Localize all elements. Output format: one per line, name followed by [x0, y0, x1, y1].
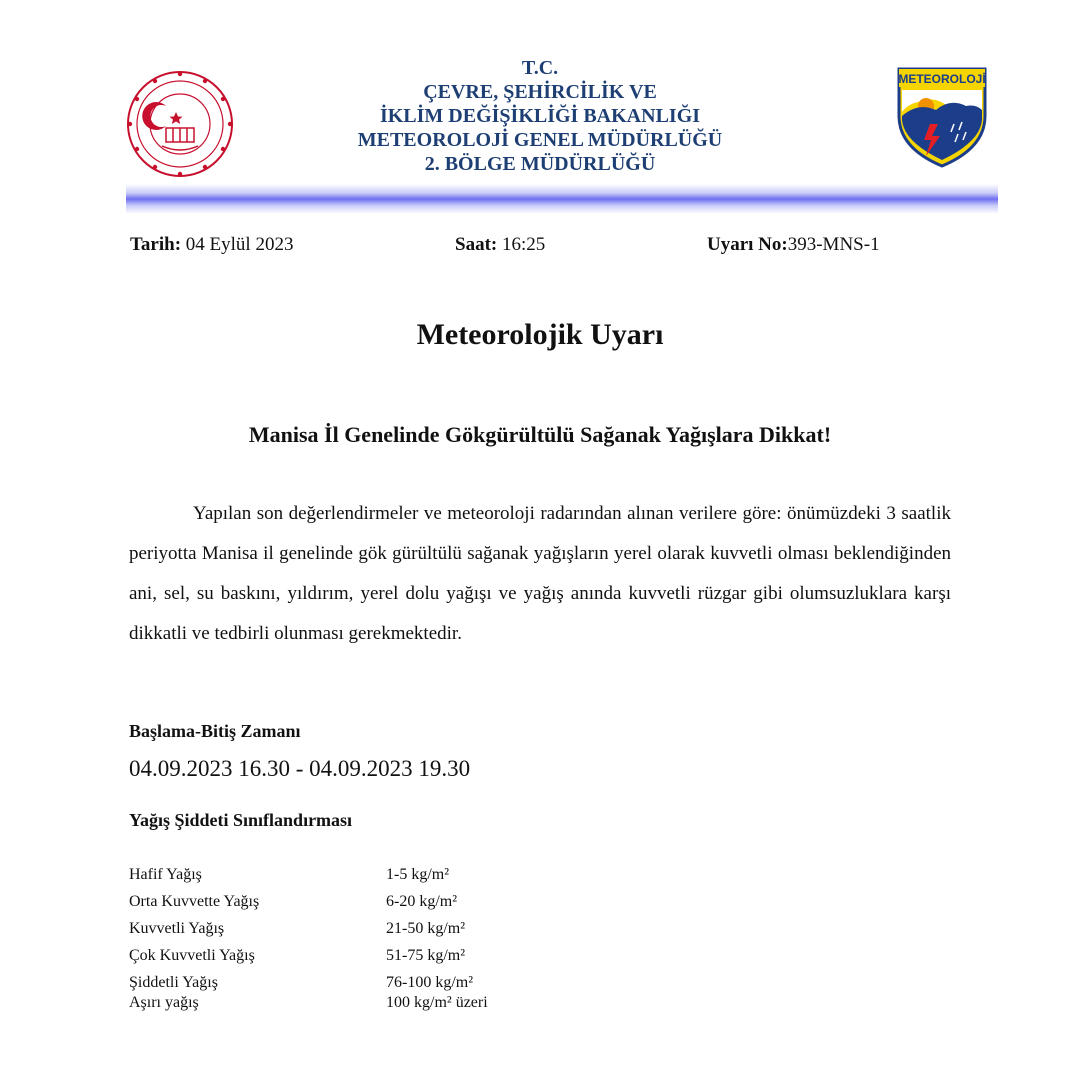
time-field [455, 234, 545, 256]
header-line: 2. BÖLGE MÜDÜRLÜĞÜ [424, 153, 656, 175]
warning-number-label: Uyarı No: [707, 234, 788, 255]
ministry-seal-logo [126, 70, 234, 178]
warning-number-value: 393-MNS-1 [787, 234, 880, 255]
rain-class-range: 76-100 kg/m² [386, 974, 474, 991]
rain-class-range: 51-75 kg/m² [386, 947, 466, 964]
body-paragraph: Yapılan son değerlendirmeler ve meteoroloji radarından alınan verilere göre: önümüzdeki 3 saatlik periyotta Manisa il genelinde gök gürültülü sağanak yağışların yerel olarak kuvvetli olması beklendiğinden ani, sel, su baskını, yıldırım, yerel dolu yağışı ve yağış anında kuvvetli rüzgar gibi olumsuzluklara karşı dikkatli ve tedbirli olunması gerekmektedir. [129, 503, 951, 644]
warning-subtitle: Manisa İl Genelinde Gökgürültülü Sağanak Yağışlara Dikkat! [248, 422, 832, 447]
rain-class-range: 21-50 kg/m² [386, 920, 466, 937]
organization-header [300, 56, 780, 176]
classification-title: Yağış Şiddeti Sınıflandırması [129, 810, 353, 830]
rain-class-name: Kuvvetli Yağış [129, 920, 225, 937]
rain-class-name: Hafif Yağış [129, 866, 202, 883]
rain-class-range: 100 kg/m² üzeri [386, 994, 488, 1011]
time-value: 16:25 [501, 234, 546, 255]
table-row [129, 994, 488, 1014]
period-label: Başlama-Bitiş Zamanı [129, 721, 301, 741]
table-row [129, 920, 488, 947]
date-label: Tarih: [130, 234, 182, 255]
logo-text: METEOROLOJİ [898, 72, 986, 86]
header-line: İKLİM DEĞİŞİKLİĞİ BAKANLIĞI [379, 105, 701, 127]
document-title: Meteorolojik Uyarı [416, 318, 664, 351]
rain-class-name: Orta Kuvvette Yağış [129, 893, 260, 910]
header-divider-bar [126, 184, 998, 214]
table-row [129, 974, 488, 994]
header-line: ÇEVRE, ŞEHİRCİLİK VE [423, 81, 657, 103]
rain-class-range: 6-20 kg/m² [386, 893, 458, 910]
table-row [129, 947, 488, 974]
classification-table [129, 866, 488, 1014]
meteoroloji-logo [896, 66, 988, 168]
header-line: T.C. [521, 57, 559, 79]
rain-class-name: Çok Kuvvetli Yağış [129, 947, 255, 964]
table-row [129, 866, 488, 893]
date-value: 04 Eylül 2023 [185, 234, 294, 255]
table-row [129, 893, 488, 920]
rain-class-name: Aşırı yağış [129, 994, 199, 1011]
warning-body [129, 494, 951, 654]
date-field [130, 234, 293, 256]
rain-class-range: 1-5 kg/m² [386, 866, 450, 883]
period-value: 04.09.2023 16.30 - 04.09.2023 19.30 [129, 756, 471, 781]
header-line: METEOROLOJİ GENEL MÜDÜRLÜĞÜ [357, 129, 723, 151]
warning-number-field [707, 234, 880, 256]
time-label: Saat: [455, 234, 498, 255]
rain-class-name: Şiddetli Yağış [129, 974, 218, 991]
